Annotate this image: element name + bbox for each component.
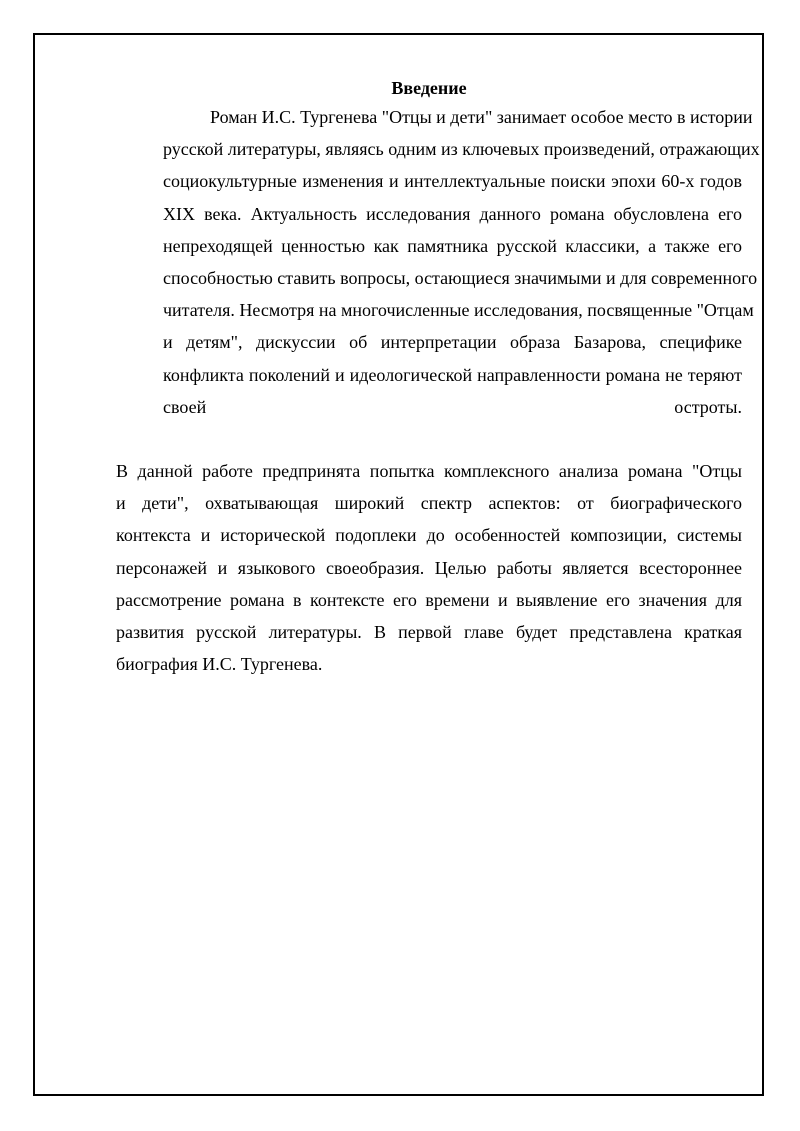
text-line: и дети", охватывающая широкий спектр аспектов: от биографического bbox=[116, 493, 742, 514]
text-line: персонажей и языкового своеобразия. Целью работы является всестороннее bbox=[116, 557, 742, 578]
text-line: Роман И.С. Тургенева "Отцы и дети" занимает особое место в истории bbox=[210, 107, 753, 127]
paragraph-goal bbox=[116, 455, 742, 680]
text-line: способностью ставить вопросы, остающиеся значимыми и для современного bbox=[163, 268, 758, 289]
text-word: остроты. bbox=[674, 396, 742, 417]
text-line: В данной работе предпринята попытка комплексного анализа романа "Отцы bbox=[116, 461, 742, 482]
text-line: развития русской литературы. В первой главе будет представлена краткая bbox=[116, 622, 742, 643]
text-line: социокультурные изменения и интеллектуальные поиски эпохи 60-х годов bbox=[163, 171, 742, 192]
text-line: и детям", дискуссии об интерпретации образа Базарова, специфике bbox=[163, 332, 742, 353]
text-line: XIX века. Актуальность исследования данного романа обусловлена его bbox=[163, 203, 742, 224]
text-line-last bbox=[116, 391, 742, 423]
document-heading: Введение bbox=[391, 78, 467, 98]
text-line: конфликта поколений и идеологической направленности романа не теряют bbox=[163, 364, 742, 385]
document-body bbox=[116, 76, 760, 680]
text-line-last: биография И.С. Тургенева. bbox=[116, 654, 323, 675]
text-line: непреходящей ценностью как памятника русской классики, а также его bbox=[163, 235, 742, 256]
paragraph-intro bbox=[116, 101, 760, 423]
text-line: рассмотрение романа в контексте его времени и выявление его значения для bbox=[116, 589, 742, 610]
text-line: читателя. Несмотря на многочисленные исследования, посвященные "Отцам bbox=[163, 300, 754, 321]
text-word: своей bbox=[163, 396, 207, 417]
text-line: контекста и исторической подоплеки до особенностей композиции, системы bbox=[116, 525, 742, 546]
text-line: русской литературы, являясь одним из ключевых произведений, отражающих bbox=[163, 139, 760, 160]
